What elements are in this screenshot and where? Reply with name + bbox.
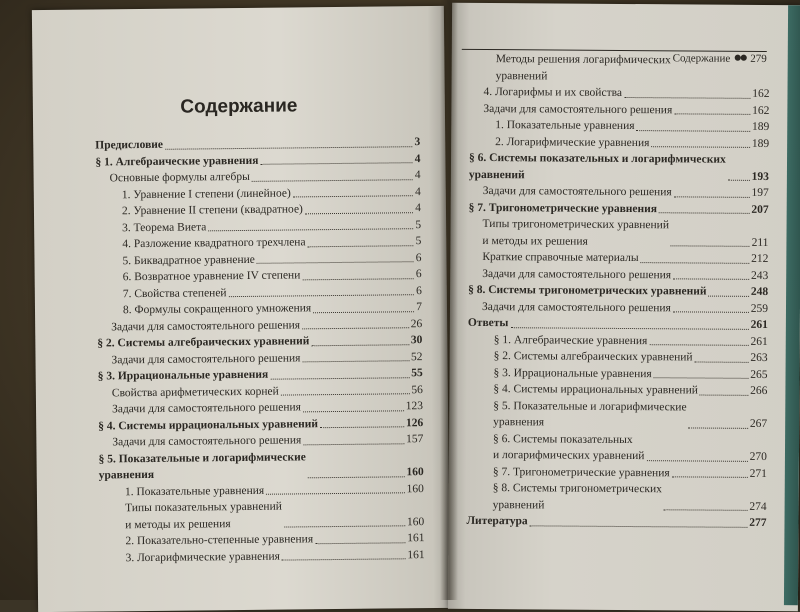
toc-entry-page: 126 [405, 416, 424, 429]
left-page [32, 6, 450, 612]
leader-dots [208, 228, 413, 231]
right-page [448, 3, 800, 611]
leader-dots [308, 476, 404, 478]
toc-entry-title: Типы показательных уравнений и методы их решения [125, 500, 282, 531]
toc-entry-page: 197 [751, 186, 769, 200]
toc-entry-page: 4 [414, 185, 421, 198]
toc-entry-title: 6. Возвратное уравнение IV степени [122, 269, 301, 284]
toc-entry [468, 298, 768, 317]
leader-dots [651, 146, 749, 148]
toc-entry-page: 211 [751, 236, 769, 249]
leader-dots [270, 377, 409, 379]
leader-dots [303, 410, 404, 412]
toc-entry-page: 6 [415, 251, 422, 264]
toc-entry [469, 117, 769, 136]
toc-entry [468, 249, 768, 268]
toc-entry-page: 157 [406, 433, 424, 446]
leader-dots [700, 394, 748, 395]
toc-entry-page: 3 [414, 136, 421, 149]
leader-dots [510, 327, 748, 330]
toc-entry [467, 381, 767, 400]
leader-dots [257, 261, 414, 264]
leader-dots [303, 443, 404, 445]
toc-entry-page: 259 [750, 302, 769, 315]
toc-entry-title: 3. Теорема Виета [122, 220, 207, 234]
toc-entry-page: 265 [750, 368, 768, 381]
toc-entry-title: 1. Уравнение I степени (линейное) [121, 186, 291, 201]
toc-entry-title: § 2. Системы алгебраических уравнений [493, 350, 693, 364]
toc-entry [468, 216, 768, 251]
toc-entry [469, 150, 769, 185]
cover-edge [784, 5, 800, 605]
leader-dots [260, 162, 412, 165]
toc-entry [468, 265, 768, 284]
toc-entry-title: Задачи для самостоятельного решения [482, 185, 672, 199]
toc-entry-title: 4. Логарифмы и их свойства [483, 86, 623, 99]
toc-entry-title: § 4. Системы иррациональных уравнений [98, 417, 319, 433]
toc-entry-page: 243 [750, 269, 769, 282]
toc-entry-page: 162 [752, 87, 770, 101]
leader-dots [229, 294, 415, 297]
leader-dots [664, 509, 748, 511]
toc-entry [469, 183, 769, 202]
toc-entry-page: 271 [749, 467, 767, 480]
leader-dots [282, 558, 405, 560]
leader-dots [302, 327, 409, 329]
toc-entry-page: 248 [750, 285, 769, 298]
toc-entry-page: 4 [414, 169, 421, 182]
leader-dots [252, 179, 413, 182]
right-toc-list [466, 51, 769, 532]
toc-entry-title: Задачи для самостоятельного решения [481, 300, 671, 314]
toc-entry-page: 160 [406, 466, 424, 479]
toc-entry-page: 4 [415, 202, 422, 215]
toc-entry-page: 266 [750, 384, 768, 397]
toc-entry-title: § 7. Тригонометрические уравнения [468, 201, 658, 215]
toc-entry-page: 56 [411, 383, 423, 396]
toc-entry-page: 161 [407, 548, 425, 561]
toc-entry-page: 212 [751, 252, 769, 265]
toc-entry-title: § 6. Системы показательных и логарифмических уравнений [492, 432, 645, 463]
toc-entry-title: Основные формулы алгебры [109, 170, 250, 185]
running-header-title: Содержание [672, 52, 731, 65]
toc-entry [467, 430, 767, 465]
leader-dots [659, 212, 749, 214]
toc-entry-title: 7. Свойства степеней [122, 286, 227, 300]
toc-entry-title: Задачи для самостоятельного решения [111, 351, 301, 366]
leader-dots [695, 361, 749, 362]
toc-entry-title: Методы решения логарифмических уравнений [495, 53, 671, 82]
toc-entry-page: 161 [407, 532, 425, 545]
toc-entry-title: 5. Биквадратное уравнение [122, 253, 255, 267]
toc-entry-title: Задачи для самостоятельного решения [483, 102, 673, 116]
leader-dots [530, 525, 748, 528]
toc-entry-title: 1. Показательные уравнения [495, 119, 635, 133]
toc-entry [469, 133, 769, 152]
toc-entry-page: 261 [750, 335, 768, 348]
page-number: 279 [750, 52, 767, 65]
toc-entry-title: § 3. Иррациональные уравнения [97, 368, 269, 383]
toc-entry-page: 261 [750, 318, 768, 331]
toc-entry-page: 274 [749, 500, 767, 513]
toc-entry [467, 397, 767, 432]
leader-dots [641, 262, 750, 264]
leader-dots [284, 525, 405, 527]
leader-dots [673, 311, 749, 313]
toc-entry-page: 189 [751, 137, 770, 150]
toc-entry-title: 2. Показательно-степенные уравнения [125, 533, 314, 548]
contents-heading: Содержание [180, 95, 298, 118]
leader-dots [688, 427, 747, 428]
toc-entry-page: 4 [414, 152, 421, 165]
leader-dots [315, 542, 405, 544]
leader-dots [671, 245, 750, 247]
toc-entry-page: 160 [406, 515, 425, 528]
toc-entry-title: Задачи для самостоятельного решения [111, 318, 301, 333]
toc-entry [468, 315, 768, 334]
leader-dots [311, 344, 408, 346]
leader-dots [637, 130, 750, 132]
toc-entry-page: 277 [749, 516, 767, 529]
toc-entry [469, 199, 769, 218]
leader-dots [302, 278, 414, 280]
toc-entry-title: Ответы [467, 316, 509, 330]
toc-entry-title: 3. Логарифмические уравнения [125, 550, 280, 564]
toc-entry-title: Задачи для самостоятельного решения [112, 434, 302, 449]
leader-dots [313, 311, 414, 313]
toc-entry-title: 1. Показательные уравнения [124, 484, 265, 498]
toc-entry-title: Краткие справочные материалы [482, 251, 639, 265]
toc-entry-title: Типы тригонометрических уравнений и методы их решения [482, 218, 670, 248]
toc-entry-title: § 8. Системы тригонометрических уравнений [468, 283, 707, 298]
leader-dots [728, 180, 750, 181]
toc-entry-title: 4. Разложение квадратного трехчлена [122, 236, 306, 251]
toc-entry-title: § 6. Системы показательных и логарифмических уравнений [468, 151, 726, 181]
toc-entry-page: 263 [750, 351, 768, 364]
toc-entry [100, 547, 425, 567]
toc-entry-title: § 1. Алгебраические уравнения [493, 333, 648, 347]
leader-dots [649, 344, 748, 346]
leader-dots [709, 295, 749, 296]
toc-entry [98, 448, 423, 484]
leader-dots [674, 113, 750, 115]
toc-entry-title: § 3. Иррациональные уравнения [493, 366, 652, 380]
leader-dots [266, 492, 404, 494]
toc-entry [468, 331, 768, 350]
toc-entry-title: § 5. Показательные и логарифмические уравнения [493, 399, 687, 429]
toc-entry-title: Литература [466, 514, 528, 528]
toc-entry-page: 5 [415, 235, 422, 248]
toc-entry-title: Предисловие [95, 138, 164, 152]
leader-dots [302, 360, 409, 362]
toc-entry [469, 84, 769, 103]
toc-entry-page: 189 [751, 120, 770, 134]
toc-entry-page: 162 [752, 104, 770, 117]
toc-entry-title: § 1. Алгебраические уравнения [95, 154, 259, 169]
book-gutter [440, 0, 458, 600]
toc-entry-page: 55 [411, 367, 423, 380]
toc-entry-page: 160 [406, 482, 424, 495]
toc-entry-page: 207 [751, 203, 769, 216]
leader-dots [674, 196, 750, 198]
leader-dots [165, 146, 413, 150]
toc-entry [469, 100, 769, 119]
leader-dots [673, 278, 749, 280]
leader-dots [672, 476, 748, 478]
toc-entry-page: 6 [415, 268, 422, 281]
toc-entry-title: Задачи для самостоятельного решения [111, 401, 301, 416]
toc-entry-title: 2. Уравнение II степени (квадратное) [121, 203, 303, 218]
toc-entry [466, 513, 766, 532]
toc-entry-page: 26 [410, 317, 423, 330]
toc-entry-page: 270 [749, 450, 767, 463]
toc-entry [467, 364, 767, 383]
toc-entry-title: § 2. Системы алгебраических уравнений [97, 335, 310, 350]
toc-entry-page: 30 [410, 334, 423, 347]
toc-entry-title: Свойства арифметических корней [111, 385, 279, 399]
toc-entry [468, 348, 768, 367]
ornament-icon: ●● [734, 52, 747, 62]
toc-entry-title: 2. Логарифмические уравнения [495, 135, 650, 149]
left-toc-list [95, 134, 424, 566]
toc-entry-title: § 4. Системы иррациональных уравнений [493, 383, 698, 397]
toc-entry-title: 8. Формулы сокращенного умножения [122, 302, 312, 317]
toc-entry [470, 51, 770, 86]
leader-dots [293, 195, 413, 197]
toc-entry-title: § 7. Тригонометрические уравнения [492, 465, 670, 479]
leader-dots [320, 426, 404, 428]
toc-entry [99, 497, 424, 533]
toc-entry-page: 6 [416, 284, 422, 297]
toc-entry-page: 267 [749, 417, 768, 430]
leader-dots [624, 96, 750, 98]
leader-dots [308, 245, 414, 247]
toc-entry [467, 480, 767, 515]
toc-entry-title: § 8. Системы тригонометрических уравнений [492, 482, 663, 511]
leader-dots [646, 460, 747, 462]
leader-dots [305, 212, 413, 214]
leader-dots [281, 393, 410, 395]
toc-entry [467, 463, 767, 482]
toc-entry-page: 52 [410, 350, 423, 363]
toc-entry-page: 123 [405, 400, 424, 413]
toc-entry-title: Задачи для самостоятельного решения [482, 267, 672, 281]
leader-dots [654, 377, 749, 379]
toc-entry [468, 282, 768, 301]
toc-entry-page: 5 [415, 218, 422, 231]
toc-entry-page: 7 [416, 301, 423, 314]
toc-entry-title: § 5. Показательные и логарифмические уравнения [98, 450, 306, 482]
toc-entry-page: 193 [751, 170, 769, 183]
